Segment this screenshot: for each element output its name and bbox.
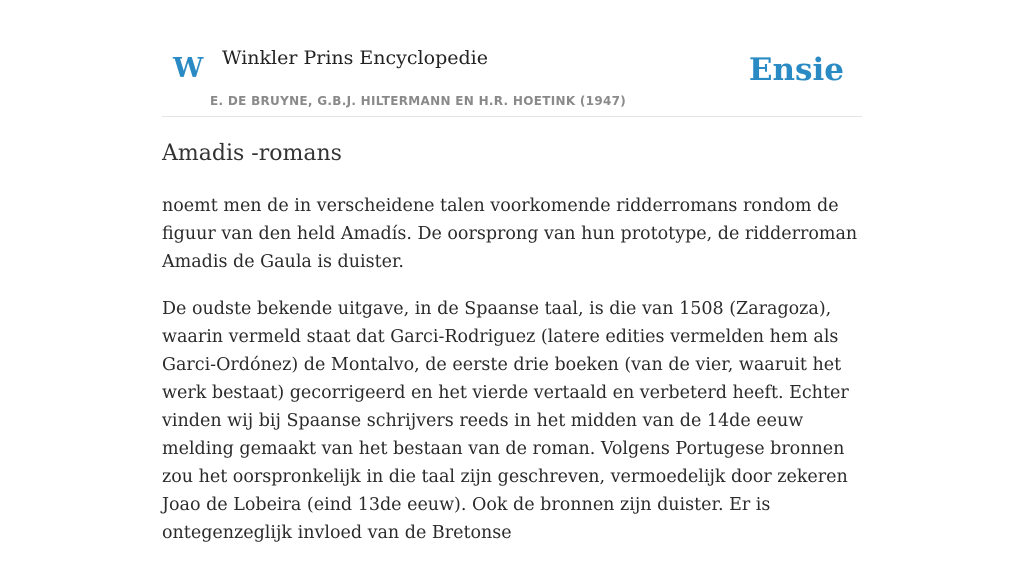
site-header <box>162 0 862 117</box>
book-title[interactable]: Winkler Prins Encyclopedie <box>222 47 488 69</box>
article-paragraph: noemt men de in verscheidene talen voorkomende ridderromans rondom de figuur van den held Amadís. De oorsprong van hun prototype, de ridderroman Amadis de Gaula is duister. <box>162 196 858 272</box>
article-paragraph: De oudste bekende uitgave, in de Spaanse taal, is die van 1508 (Zaragoza), waarin vermeld staat dat Garci-Rodriguez (latere edities vermelden hem als Garci-Ordónez) de Montalvo, de eerste drie boeken (van de vier, waaruit het werk bestaat) gecorrigeerd en het vierde vertaald en verbeterd heeft. Echter vinden wij bij Spaanse schrijvers reeds in het midden van de 14de eeuw melding gemaakt van het bestaan van de roman. Volgens Portugese bronnen zou het oorspronkelijk in die taal zijn geschreven, vermoedelijk door zekeren Joao de Lobeira (eind 13de eeuw). Ook de bronnen zijn duister. Er is ontegenzeglijk invloed van de Bretonse <box>162 299 849 543</box>
ensie-brand-link[interactable]: Ensie <box>748 52 844 88</box>
winkler-prins-logo[interactable]: W <box>173 53 204 84</box>
article-title: Amadis -romans <box>162 141 342 166</box>
book-authors: E. DE BRUYNE, G.B.J. HILTERMANN EN H.R. HOETINK (1947) <box>210 94 627 108</box>
article-body <box>162 192 862 566</box>
